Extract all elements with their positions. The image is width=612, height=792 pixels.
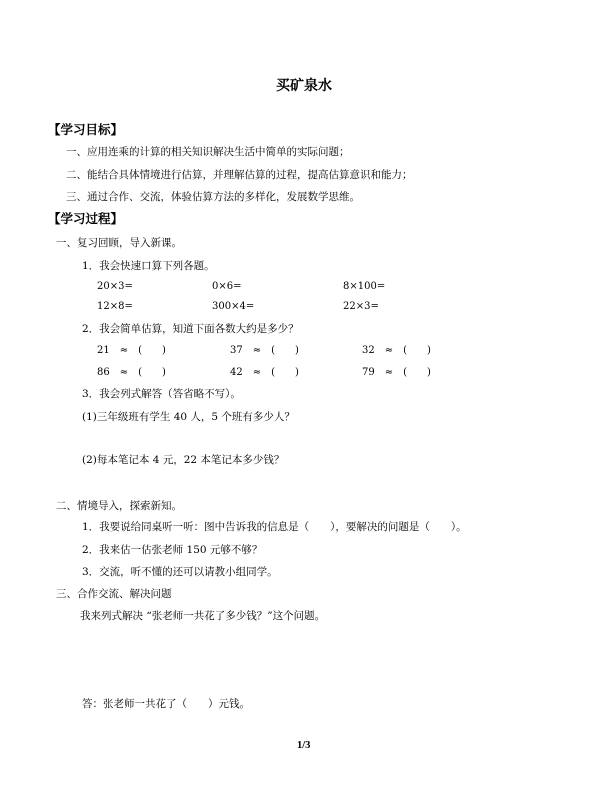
calc-item: 8×100= (343, 281, 386, 292)
estimate-item: 42 ≈ ( ) (230, 367, 299, 378)
section2-q3: 3．交流，听不懂的还可以请教小组同学。 (82, 566, 278, 578)
estimate-item: 32 ≈ ( ) (362, 345, 431, 356)
page-number: 1/3 (297, 740, 311, 751)
section1-q3: 3．我会列式解答（答省略不写）。 (82, 388, 241, 400)
section2-q1: 1．我要说给同桌听一听：图中告诉我的信息是（ ），要解决的问题是（ ）。 (82, 521, 467, 533)
goals-heading: 【学习目标】 (48, 122, 124, 137)
section1-q1: 1．我会快速口算下列各题。 (82, 260, 215, 272)
goal-item: 二、能结合具体情境进行估算，并理解估算的过程，提高估算意识和能力； (66, 169, 413, 181)
section3-title: 三、合作交流、解决问题 (56, 588, 172, 600)
estimate-item: 79 ≈ ( ) (362, 367, 431, 378)
page-title: 买矿泉水 (276, 78, 332, 94)
section3-prompt: 我来列式解决 “张老师一共花了多少钱？”这个问题。 (80, 610, 326, 622)
section1-q2: 2．我会简单估算，知道下面各数大约是多少？ (82, 323, 299, 335)
goal-item: 一、应用连乘的计算的相关知识解决生活中简单的实际问题； (66, 146, 350, 158)
estimate-item: 21 ≈ ( ) (97, 345, 166, 356)
calc-item: 0×6= (212, 281, 242, 292)
calc-item: 12×8= (97, 301, 133, 312)
section2-q2: 2．我来估一估张老师 150 元够不够？ (82, 544, 263, 556)
section3-answer: 答：张老师一共花了（ ）元钱。 (82, 698, 250, 710)
estimate-item: 37 ≈ ( ) (230, 345, 299, 356)
goal-item: 三、通过合作、交流，体验估算方法的多样化，发展数学思维。 (66, 191, 360, 203)
section1-title: 一、复习回顾，导入新课。 (56, 237, 182, 249)
estimate-item: 86 ≈ ( ) (97, 367, 166, 378)
calc-item: 20×3= (97, 281, 133, 292)
process-heading: 【学习过程】 (48, 211, 124, 226)
section1-q3-b: (2)每本笔记本 4 元，22 本笔记本多少钱？ (82, 454, 285, 466)
calc-item: 22×3= (343, 301, 379, 312)
section2-title: 二、情境导入，探索新知。 (56, 500, 182, 512)
calc-item: 300×4= (212, 301, 255, 312)
section1-q3-a: (1)三年级班有学生 40 人，5 个班有多少人？ (82, 411, 295, 423)
